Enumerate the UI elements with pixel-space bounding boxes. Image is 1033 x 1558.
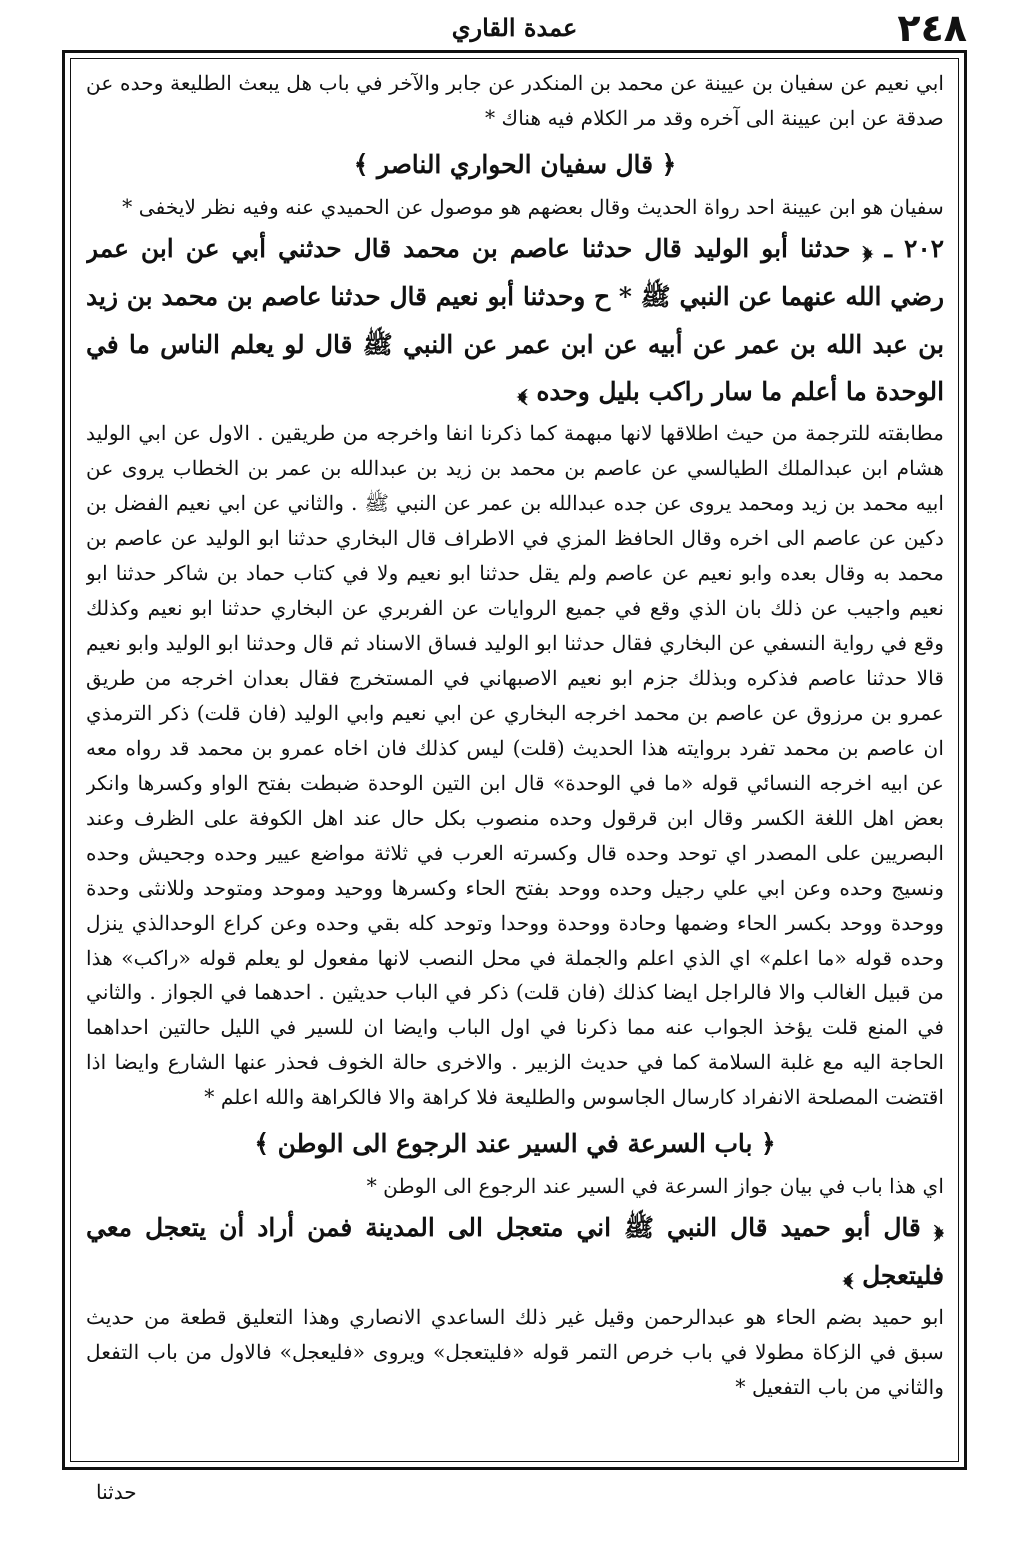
text-body [86,66,944,1456]
paragraph-final: ابو حميد بضم الحاء هو عبدالرحمن وقيل غير ذلك الساعدي الانصاري وهذا التعليق قطعة من حديث سبق في الزكاة مطولا في باب خرص التمر قوله «فليتعجل» ويروى «فليعجل» فالاول من باب التفعل والثاني من باب التفعيل * [86,1304,944,1399]
paragraph-intro: ابي نعيم عن سفيان بن عيينة عن محمد بن المنكدر عن جابر والآخر في باب هل يبعث الطليعة وحده عن صدقة عن ابن عيينة الى آخره وقد مر الكلام فيه هناك * [86,71,944,130]
chapter-heading-speed: ﴿ باب السرعة في السير عند الرجوع الى الوطن ﴾ [254,1129,776,1159]
paragraph-sufyan-note: سفيان هو ابن عيينة احد رواة الحديث وقال بعضهم هو موصول عن الحميدي عنه وفيه نظر لايخفى * [122,194,944,219]
hadith-text-abu-humaid: ﴿ قال أبو حميد قال النبي ﷺ اني متعجل الى المدينة فمن أراد أن يتعجل معي فليتعجل ﴾ [86,1213,944,1291]
paragraph-chapter-note: اي هذا باب في بيان جواز السرعة في السير عند الرجوع الى الوطن * [366,1174,944,1199]
catchword: حدثنا [96,1480,137,1504]
running-title: عمدة القاري [451,13,578,42]
page-header [62,6,967,50]
hadith-text-202: ٢٠٢ ـ ﴿ حدثنا أبو الوليد قال حدثنا عاصم بن محمد قال حدثني أبي عن ابن عمر رضي الله عنهما عن النبي ﷺ * ح وحدثنا أبو نعيم قال حدثنا عاصم بن محمد بن زيد بن عبد الله بن عمر عن أبيه عن ابن عمر عن النبي ﷺ قال لو يعلم الناس ما في الوحدة ما أعلم ما سار راكب بليل وحده ﴾ [86,233,944,407]
paragraph-commentary: مطابقته للترجمة من حيث اطلاقها لانها مبهمة كما ذكرنا انفا واخرجه من طريقين . الاول عن ابي الوليد هشام ابن عبدالملك الطيالسي عن عاصم بن محمد بن زيد بن عبدالله بن عمر بن الخطاب يروى عن ابيه محمد بن زيد ومحمد يروى عن جده عبدالله بن عمر عن النبي ﷺ . والثاني عن ابي نعيم الفضل بن دكين عن عاصم الى اخره وقال الحافظ المزي في الاطراف قال البخاري حدثنا ابو الوليد عن عاصم بن محمد به وقال بعده وابو نعيم عن عاصم ولم يقل حدثنا ابو نعيم ولا في كتاب حماد بن شاكر حدثنا ابو نعيم واجيب عن ذلك بان الذي وقع في جميع الروايات عن الفربري عن البخاري حدثنا ابو نعيم وكذلك وقع في رواية النسفي عن البخاري فقال حدثنا ابو الوليد فساق الاسناد ثم قال وحدثنا ابو الوليد وابو نعيم قالا حدثنا عاصم فذكره وبذلك جزم ابو نعيم الاصبهاني في المستخرج فقال بعدان اخرجه من طريق عمرو بن مرزوق عن عاصم بن محمد اخرجه البخاري عن ابي نعيم وابي الوليد (فان قلت) ذكر الترمذي ان عاصم بن محمد تفرد بروايته هذا الحديث (قلت) ليس كذلك فان اخاه عمرو بن محمد قد رواه معه عن ابيه اخرجه النسائي قوله «ما في الوحدة» قال ابن التين الوحدة ضبطت بفتح الواو وكسرها وانكر بعض اهل اللغة الكسر وقال ابن قرقول وحده منصوب بكل حال عند اهل الكوفة على الظرف وعند البصريين على المصدر اي توحد وحده قال وكسرته العرب في ثلاثة مواضع عيير وحده وجحيش وحده ونسيج وحده وعن ابي علي رجيل وحده ووحد بفتح الحاء وكسرها ووحيد وموحد ومتوحد وللانثى وحدة ووحدة ووحد بكسر الحاء وضمها وحادة ووحدة ووحدا وتوحد كله بقي وحده وعن كراع الوحدالذي ينزل وحده قوله «ما اعلم» اي الذي اعلم والجملة في محل النصب لانها مفعول لو يعلم قوله «راكب» هذا من قبيل الغالب والا فالراجل ايضا كذلك (فان قلت) ذكر في الباب حديثين . احدهما في الجواز . والثاني في المنع قلت يؤخذ الجواب عنه مما ذكرنا في اول الباب وايضا ان للسير في الليل حالتين احداهما الحاجة اليه مع غلبة السلامة كما في حديث الزبير . والاخرى حالة الخوف فحذر عنها الشارع وايضا اذا اقتضت المصلحة الانفراد كارسال الجاسوس والطليعة فلا كراهة والا فالكراهة والله اعلم * [86,421,944,1110]
page-number: ٢٤٨ [897,6,967,50]
chapter-heading-sufyan: ﴿ قال سفيان الحواري الناصر ﴾ [353,149,677,179]
